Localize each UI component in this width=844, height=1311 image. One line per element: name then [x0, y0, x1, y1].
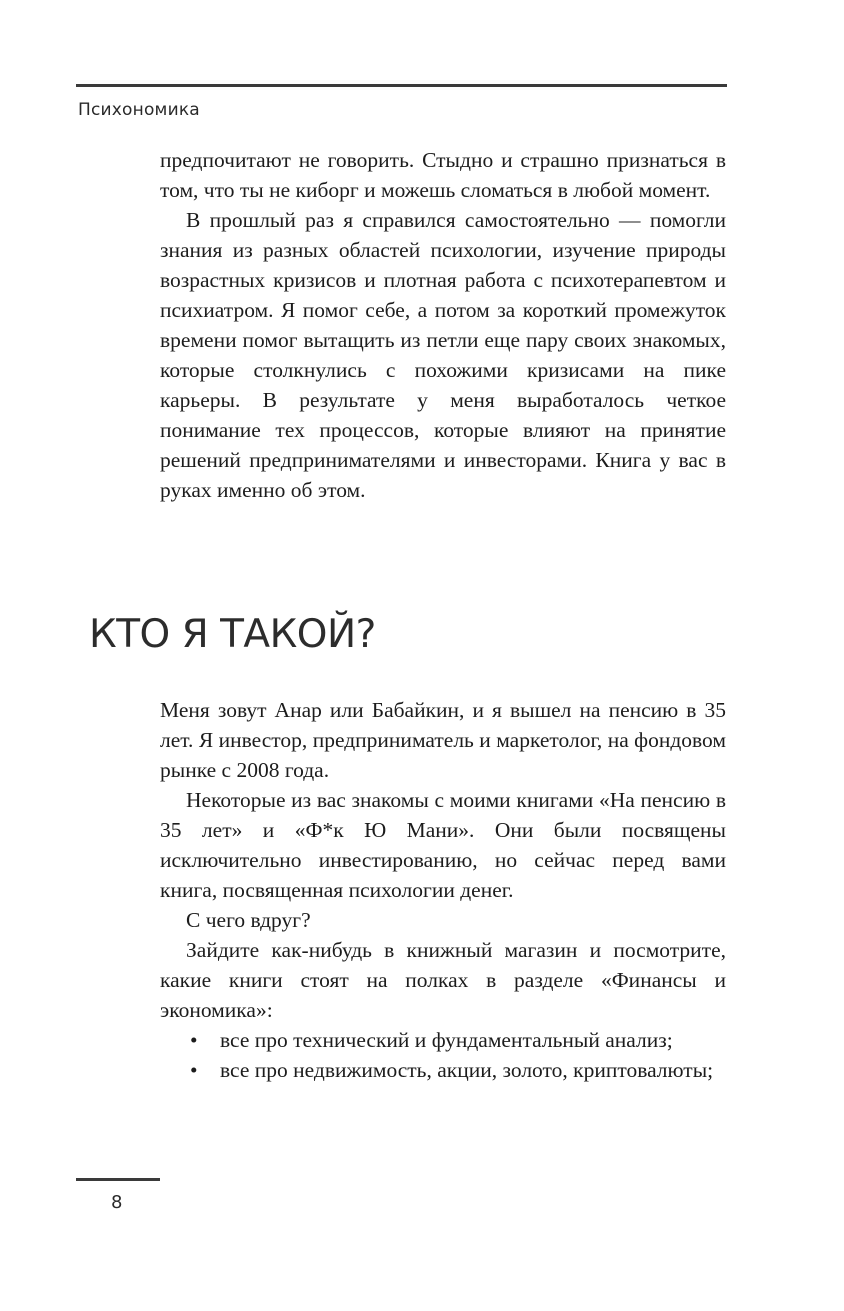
paragraph: С чего вдруг? [186, 908, 311, 932]
list-item [160, 1055, 726, 1085]
paragraph: предпочитают не говорить. Стыдно и страшно признаться в том, что ты не киборг и можешь сломаться в любой момент. [160, 148, 726, 202]
text-block-intro [160, 145, 726, 505]
bullet-icon: • [190, 1028, 198, 1052]
paragraph: Зайдите как-нибудь в книжный магазин и посмотрите, какие книги стоят на полках в разделе «Финансы и экономика»: [160, 938, 726, 1022]
bullet-icon: • [190, 1058, 198, 1082]
bullet-list [160, 1025, 726, 1085]
paragraph: Некоторые из вас знакомы с моими книгами «На пенсию в 35 лет» и «Ф*к Ю Мани». Они были посвящены исключительно инвестированию, но сейчас перед вами книга, посвященная психологии денег. [160, 788, 726, 902]
header-rule [76, 84, 727, 87]
running-head: Психономика [78, 100, 200, 120]
section-title: КТО Я ТАКОЙ? [89, 612, 376, 657]
list-item-text: все про недвижимость, акции, золото, криптовалюты; [220, 1058, 714, 1082]
paragraph: Меня зовут Анар или Бабайкин, и я вышел на пенсию в 35 лет. Я инвестор, предприниматель и маркетолог, на фондовом рынке с 2008 года. [160, 698, 726, 782]
list-item [160, 1025, 726, 1055]
page-number: 8 [111, 1192, 123, 1213]
list-item-text: все про технический и фундаментальный анализ; [220, 1028, 673, 1052]
text-block-about [160, 695, 726, 1085]
footer-rule [76, 1178, 160, 1181]
paragraph: В прошлый раз я справился самостоятельно — помогли знания из разных областей психологии, изучение природы возрастных кризисов и плотная работа с психотерапевтом и психиатром. Я помог себе, а потом за короткий промежуток времени помог вытащить из петли еще пару своих знакомых, которые столкнулись с похожими кризисами на пике карьеры. В результате у меня выработалось четкое понимание тех процессов, которые влияют на принятие решений предпринимателями и инвесторами. Книга у вас в руках именно об этом. [160, 208, 726, 502]
